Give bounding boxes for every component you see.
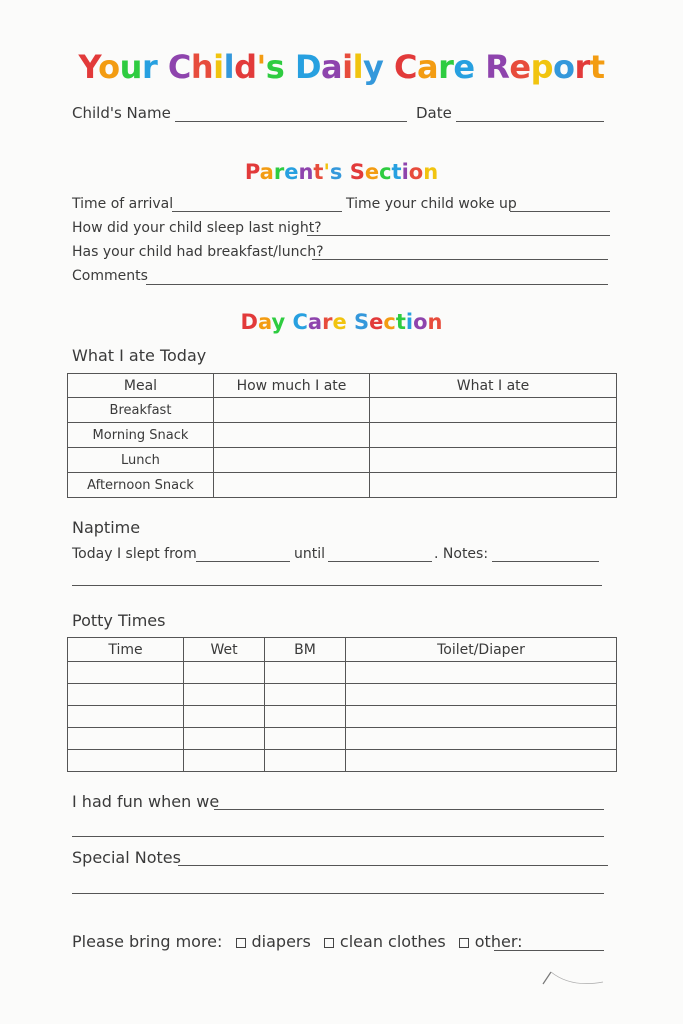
daycare-heading-letter: n (427, 310, 443, 334)
other-option-label: other: (474, 932, 523, 951)
table-row (68, 750, 617, 772)
until-label: until (294, 546, 326, 562)
title-letter: h (190, 48, 214, 86)
parents-heading-letter: i (401, 160, 409, 184)
childs-name-line[interactable] (175, 121, 407, 122)
how-much-cell[interactable] (214, 398, 370, 423)
parents-heading-letter: e (284, 160, 299, 184)
title-letter: D (294, 48, 322, 86)
daycare-heading-letter: t (395, 310, 406, 334)
diapers-option-label: diapers (251, 932, 311, 951)
potty-times-heading: Potty Times (72, 611, 166, 630)
page-title (0, 48, 683, 86)
parents-heading-letter: o (408, 160, 424, 184)
meal-column-header: Meal (68, 374, 214, 398)
potty-table-header (68, 638, 617, 662)
sleep-question-line[interactable] (307, 235, 610, 236)
special-notes-line[interactable] (178, 865, 608, 866)
potty-cell[interactable] (68, 728, 184, 750)
title-letter: C (167, 48, 191, 86)
until-line[interactable] (328, 561, 432, 562)
daycare-heading-letter: D (240, 310, 258, 334)
how-much-cell[interactable] (214, 448, 370, 473)
title-letter: R (485, 48, 510, 86)
slept-from-label: Today I slept from (72, 546, 197, 562)
daycare-heading-letter: i (405, 310, 414, 334)
title-letter: u (119, 48, 142, 86)
naptime-extra-line[interactable] (72, 585, 602, 586)
potty-cell[interactable] (346, 750, 617, 772)
potty-table (67, 637, 617, 772)
title-letter: e (509, 48, 531, 86)
table-row (68, 423, 617, 448)
potty-cell[interactable] (184, 662, 265, 684)
other-line[interactable] (494, 950, 604, 951)
clean-clothes-checkbox[interactable] (324, 938, 334, 948)
what-ate-column-header: What I ate (370, 374, 617, 398)
table-row (68, 398, 617, 423)
title-letter: Y (78, 48, 99, 86)
title-letter: y (363, 48, 384, 86)
meals-table (67, 373, 617, 498)
day-care-section-heading (0, 310, 683, 334)
potty-cell[interactable] (346, 662, 617, 684)
parents-heading-letter: S (349, 160, 365, 184)
title-letter: ' (256, 48, 266, 86)
parents-heading-letter: t (313, 160, 324, 184)
logo-mark (541, 968, 605, 993)
parents-heading-letter: n (423, 160, 439, 184)
potty-cell[interactable] (265, 662, 346, 684)
time-of-arrival-label: Time of arrival (72, 196, 174, 212)
potty-cell[interactable] (184, 706, 265, 728)
daycare-heading-letter: C (292, 310, 308, 334)
daycare-heading-letter: c (383, 310, 396, 334)
potty-cell[interactable] (265, 684, 346, 706)
other-checkbox[interactable] (459, 938, 469, 948)
had-fun-line[interactable] (214, 809, 604, 810)
title-letter: C (394, 48, 418, 86)
notes-line[interactable] (492, 561, 599, 562)
title-letter (157, 48, 168, 86)
clean-clothes-option-label: clean clothes (339, 932, 446, 951)
potty-cell[interactable] (68, 706, 184, 728)
potty-cell[interactable] (68, 750, 184, 772)
potty-cell[interactable] (68, 662, 184, 684)
time-of-arrival-line[interactable] (172, 211, 342, 212)
potty-cell[interactable] (184, 750, 265, 772)
title-letter (284, 48, 295, 86)
title-letter: e (453, 48, 475, 86)
parents-heading-letter: t (391, 160, 402, 184)
comments-label: Comments (72, 268, 148, 284)
how-much-column-header: How much I ate (214, 374, 370, 398)
how-much-cell[interactable] (214, 473, 370, 498)
title-letter: i (342, 48, 353, 86)
potty-cell[interactable] (265, 750, 346, 772)
what-i-ate-heading: What I ate Today (72, 346, 207, 365)
meal-breakfast: Breakfast (68, 398, 214, 423)
parents-section-heading (0, 160, 683, 184)
daycare-heading-letter: e (332, 310, 347, 334)
title-letter (383, 48, 394, 86)
title-letter: p (530, 48, 553, 86)
potty-cell[interactable] (346, 684, 617, 706)
what-ate-cell[interactable] (370, 398, 617, 423)
what-ate-cell[interactable] (370, 473, 617, 498)
table-row (68, 448, 617, 473)
had-fun-extra-line[interactable] (72, 836, 604, 837)
had-fun-label: I had fun when we (72, 792, 220, 811)
title-letter (475, 48, 486, 86)
title-letter: s (265, 48, 285, 86)
daycare-heading-letter: o (413, 310, 428, 334)
breakfast-question-line[interactable] (312, 259, 608, 260)
time-woke-up-label: Time your child woke up (346, 196, 517, 212)
parents-heading-letter: e (364, 160, 380, 184)
table-row (68, 684, 617, 706)
daycare-heading-letter: r (322, 310, 333, 334)
title-letter: o (98, 48, 120, 86)
table-row (68, 706, 617, 728)
potty-cell[interactable] (184, 684, 265, 706)
bm-column-header: BM (265, 638, 346, 662)
daycare-heading-letter (285, 310, 292, 334)
table-row (68, 473, 617, 498)
potty-cell[interactable] (265, 706, 346, 728)
how-much-cell[interactable] (214, 423, 370, 448)
title-letter: t (589, 48, 605, 86)
title-letter: d (234, 48, 257, 86)
what-ate-cell[interactable] (370, 423, 617, 448)
parents-heading-letter: P (244, 160, 260, 184)
time-column-header: Time (68, 638, 184, 662)
parents-heading-letter (342, 160, 349, 184)
parents-heading-letter: n (298, 160, 314, 184)
title-letter: r (574, 48, 590, 86)
title-letter: a (321, 48, 343, 86)
what-ate-cell[interactable] (370, 448, 617, 473)
logo-icon (541, 968, 605, 990)
meal-afternoon-snack: Afternoon Snack (68, 473, 214, 498)
meal-lunch: Lunch (68, 448, 214, 473)
potty-cell[interactable] (346, 706, 617, 728)
title-letter: i (213, 48, 224, 86)
notes-label: . Notes: (434, 546, 489, 562)
bring-more-label: Please bring more: (72, 932, 223, 951)
comments-line[interactable] (146, 284, 608, 285)
daycare-heading-letter: a (257, 310, 272, 334)
meals-table-header (68, 374, 617, 398)
date-line[interactable] (456, 121, 604, 122)
naptime-heading: Naptime (72, 518, 141, 537)
bring-more-row (72, 932, 523, 951)
sleep-question-label: How did your child sleep last night? (72, 220, 322, 236)
potty-cell[interactable] (346, 728, 617, 750)
special-notes-label: Special Notes (72, 848, 181, 867)
diapers-checkbox[interactable] (236, 938, 246, 948)
daycare-heading-letter (347, 310, 354, 334)
table-row (68, 728, 617, 750)
potty-cell[interactable] (265, 728, 346, 750)
childs-name-label: Child's Name (72, 104, 171, 122)
date-label: Date (416, 104, 452, 122)
title-letter: o (553, 48, 575, 86)
potty-cell[interactable] (68, 684, 184, 706)
parents-heading-letter: c (379, 160, 392, 184)
breakfast-question-label: Has your child had breakfast/lunch? (72, 244, 324, 260)
parents-heading-letter: ' (323, 160, 330, 184)
parents-heading-letter: s (329, 160, 343, 184)
slept-from-line[interactable] (196, 561, 290, 562)
meal-morning-snack: Morning Snack (68, 423, 214, 448)
table-row (68, 662, 617, 684)
title-letter: l (223, 48, 235, 86)
toilet-diaper-column-header: Toilet/Diaper (346, 638, 617, 662)
daycare-heading-letter: a (307, 310, 323, 334)
title-letter: r (141, 48, 158, 86)
potty-cell[interactable] (184, 728, 265, 750)
wet-column-header: Wet (184, 638, 265, 662)
time-woke-up-line[interactable] (510, 211, 610, 212)
special-notes-extra-line[interactable] (72, 893, 604, 894)
daycare-heading-letter: y (271, 310, 286, 334)
daycare-heading-letter: e (369, 310, 384, 334)
parents-heading-letter: r (273, 160, 285, 184)
daycare-heading-letter: S (354, 310, 370, 334)
title-letter: r (438, 48, 454, 86)
title-letter: a (417, 48, 439, 86)
title-letter: l (352, 48, 364, 86)
parents-heading-letter: a (259, 160, 274, 184)
